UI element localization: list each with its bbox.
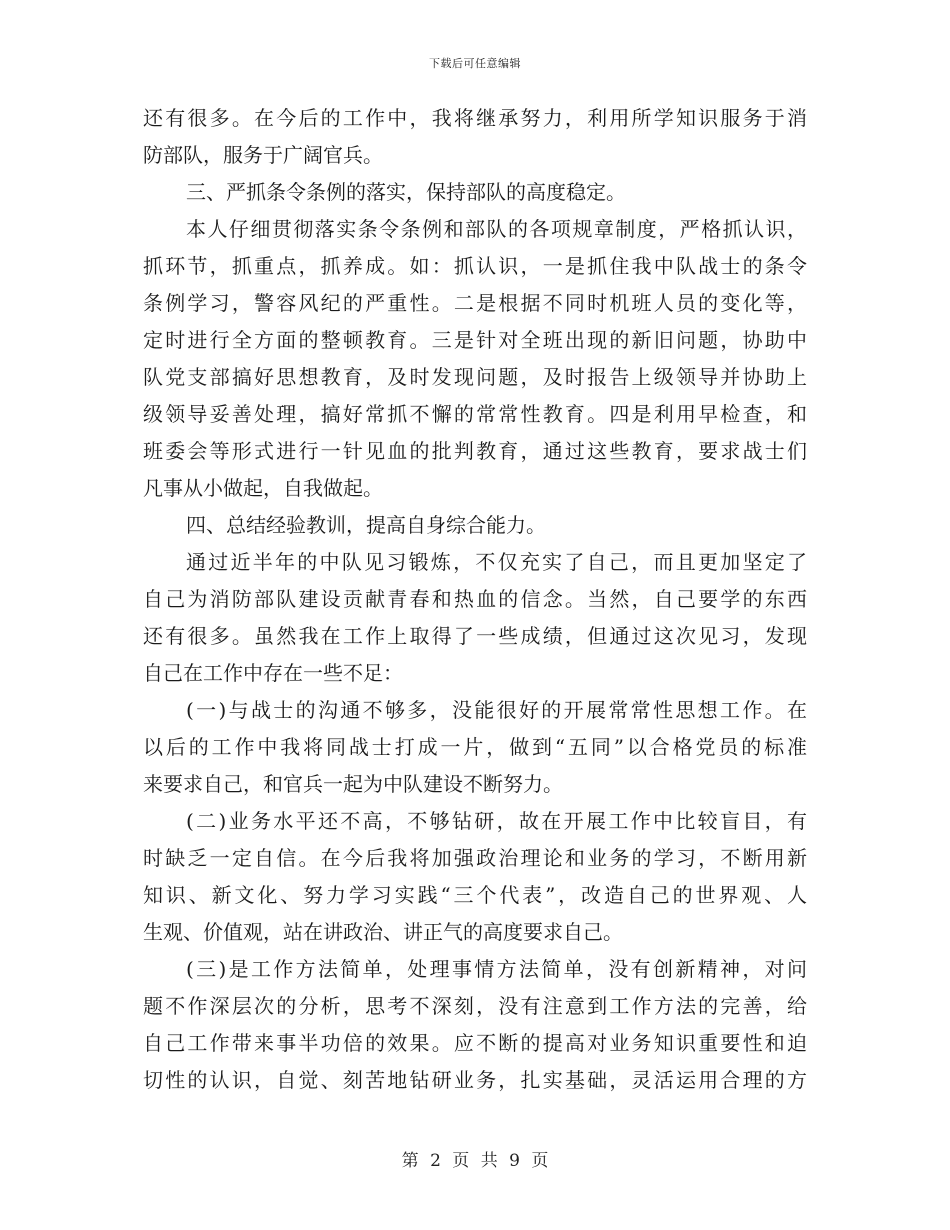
- text-line: 队党支部搞好思想教育，及时发现问题，及时报告上级领导并协助上: [143, 365, 807, 389]
- text-line: 自己在工作中存在一些不足：: [143, 661, 403, 685]
- text-line: (一)与战士的沟通不够多，没能很好的开展常常性思想工作。在: [186, 698, 807, 722]
- text-line: 还有很多。在今后的工作中，我将继承努力，利用所学知识服务于消: [143, 106, 807, 130]
- page-footer: 第 2 页 共 9 页: [401, 1151, 549, 1171]
- text-line: 自己为消防部队建设贡献青春和热血的信念。当然，自己要学的东西: [143, 587, 807, 611]
- document-body: [143, 100, 807, 1099]
- text-line: 以后的工作中我将同战士打成一片，做到“五同”以合格党员的标准: [143, 735, 807, 759]
- text-line: 级领导妥善处理，搞好常抓不懈的常常性教育。四是利用早检查，和: [143, 402, 807, 426]
- text-line: 切性的认识，自觉、刻苦地钻研业务，扎实基础，灵活运用合理的方: [143, 1068, 807, 1092]
- text-line: 定时进行全方面的整顿教育。三是针对全班出现的新旧问题，协助中: [143, 328, 807, 352]
- text-line: 三、严抓条令条例的落实，保持部队的高度稳定。: [186, 180, 626, 204]
- text-line: 来要求自己，和官兵一起为中队建设不断努力。: [143, 772, 563, 796]
- text-line: 题不作深层次的分析，思考不深刻，没有注意到工作方法的完善，给: [143, 994, 807, 1018]
- text-line: (二)业务水平还不高，不够钻研，故在开展工作中比较盲目，有: [186, 809, 807, 833]
- text-line: (三)是工作方法简单，处理事情方法简单，没有创新精神，对问: [186, 957, 807, 981]
- text-line: 凡事从小做起，自我做起。: [143, 476, 383, 500]
- text-line: 四、总结经验教训，提高自身综合能力。: [186, 513, 546, 537]
- text-line: 自己工作带来事半功倍的效果。应不断的提高对业务知识重要性和迫: [143, 1031, 807, 1055]
- text-line: 班委会等形式进行一针见血的批判教育，通过这些教育，要求战士们: [143, 439, 807, 463]
- text-line: 防部队，服务于广阔官兵。: [143, 143, 383, 167]
- text-line: 还有很多。虽然我在工作上取得了一些成绩，但通过这次见习，发现: [143, 624, 807, 648]
- text-line: 知识、新文化、努力学习实践“三个代表”，改造自己的世界观、人: [143, 883, 807, 907]
- page-header: 下载后可任意编辑: [429, 57, 521, 70]
- text-line: 生观、价值观，站在讲政治、讲正气的高度要求自己。: [143, 920, 623, 944]
- text-line: 时缺乏一定自信。在今后我将加强政治理论和业务的学习，不断用新: [143, 846, 807, 870]
- text-line: 抓环节，抓重点，抓养成。如：抓认识，一是抓住我中队战士的条令: [143, 254, 807, 278]
- text-line: 条例学习，警容风纪的严重性。二是根据不同时机班人员的变化等，: [143, 291, 807, 315]
- text-line: 通过近半年的中队见习锻炼，不仅充实了自己，而且更加坚定了: [186, 550, 807, 574]
- text-line: 本人仔细贯彻落实条令条例和部队的各项规章制度，严格抓认识，: [186, 217, 807, 241]
